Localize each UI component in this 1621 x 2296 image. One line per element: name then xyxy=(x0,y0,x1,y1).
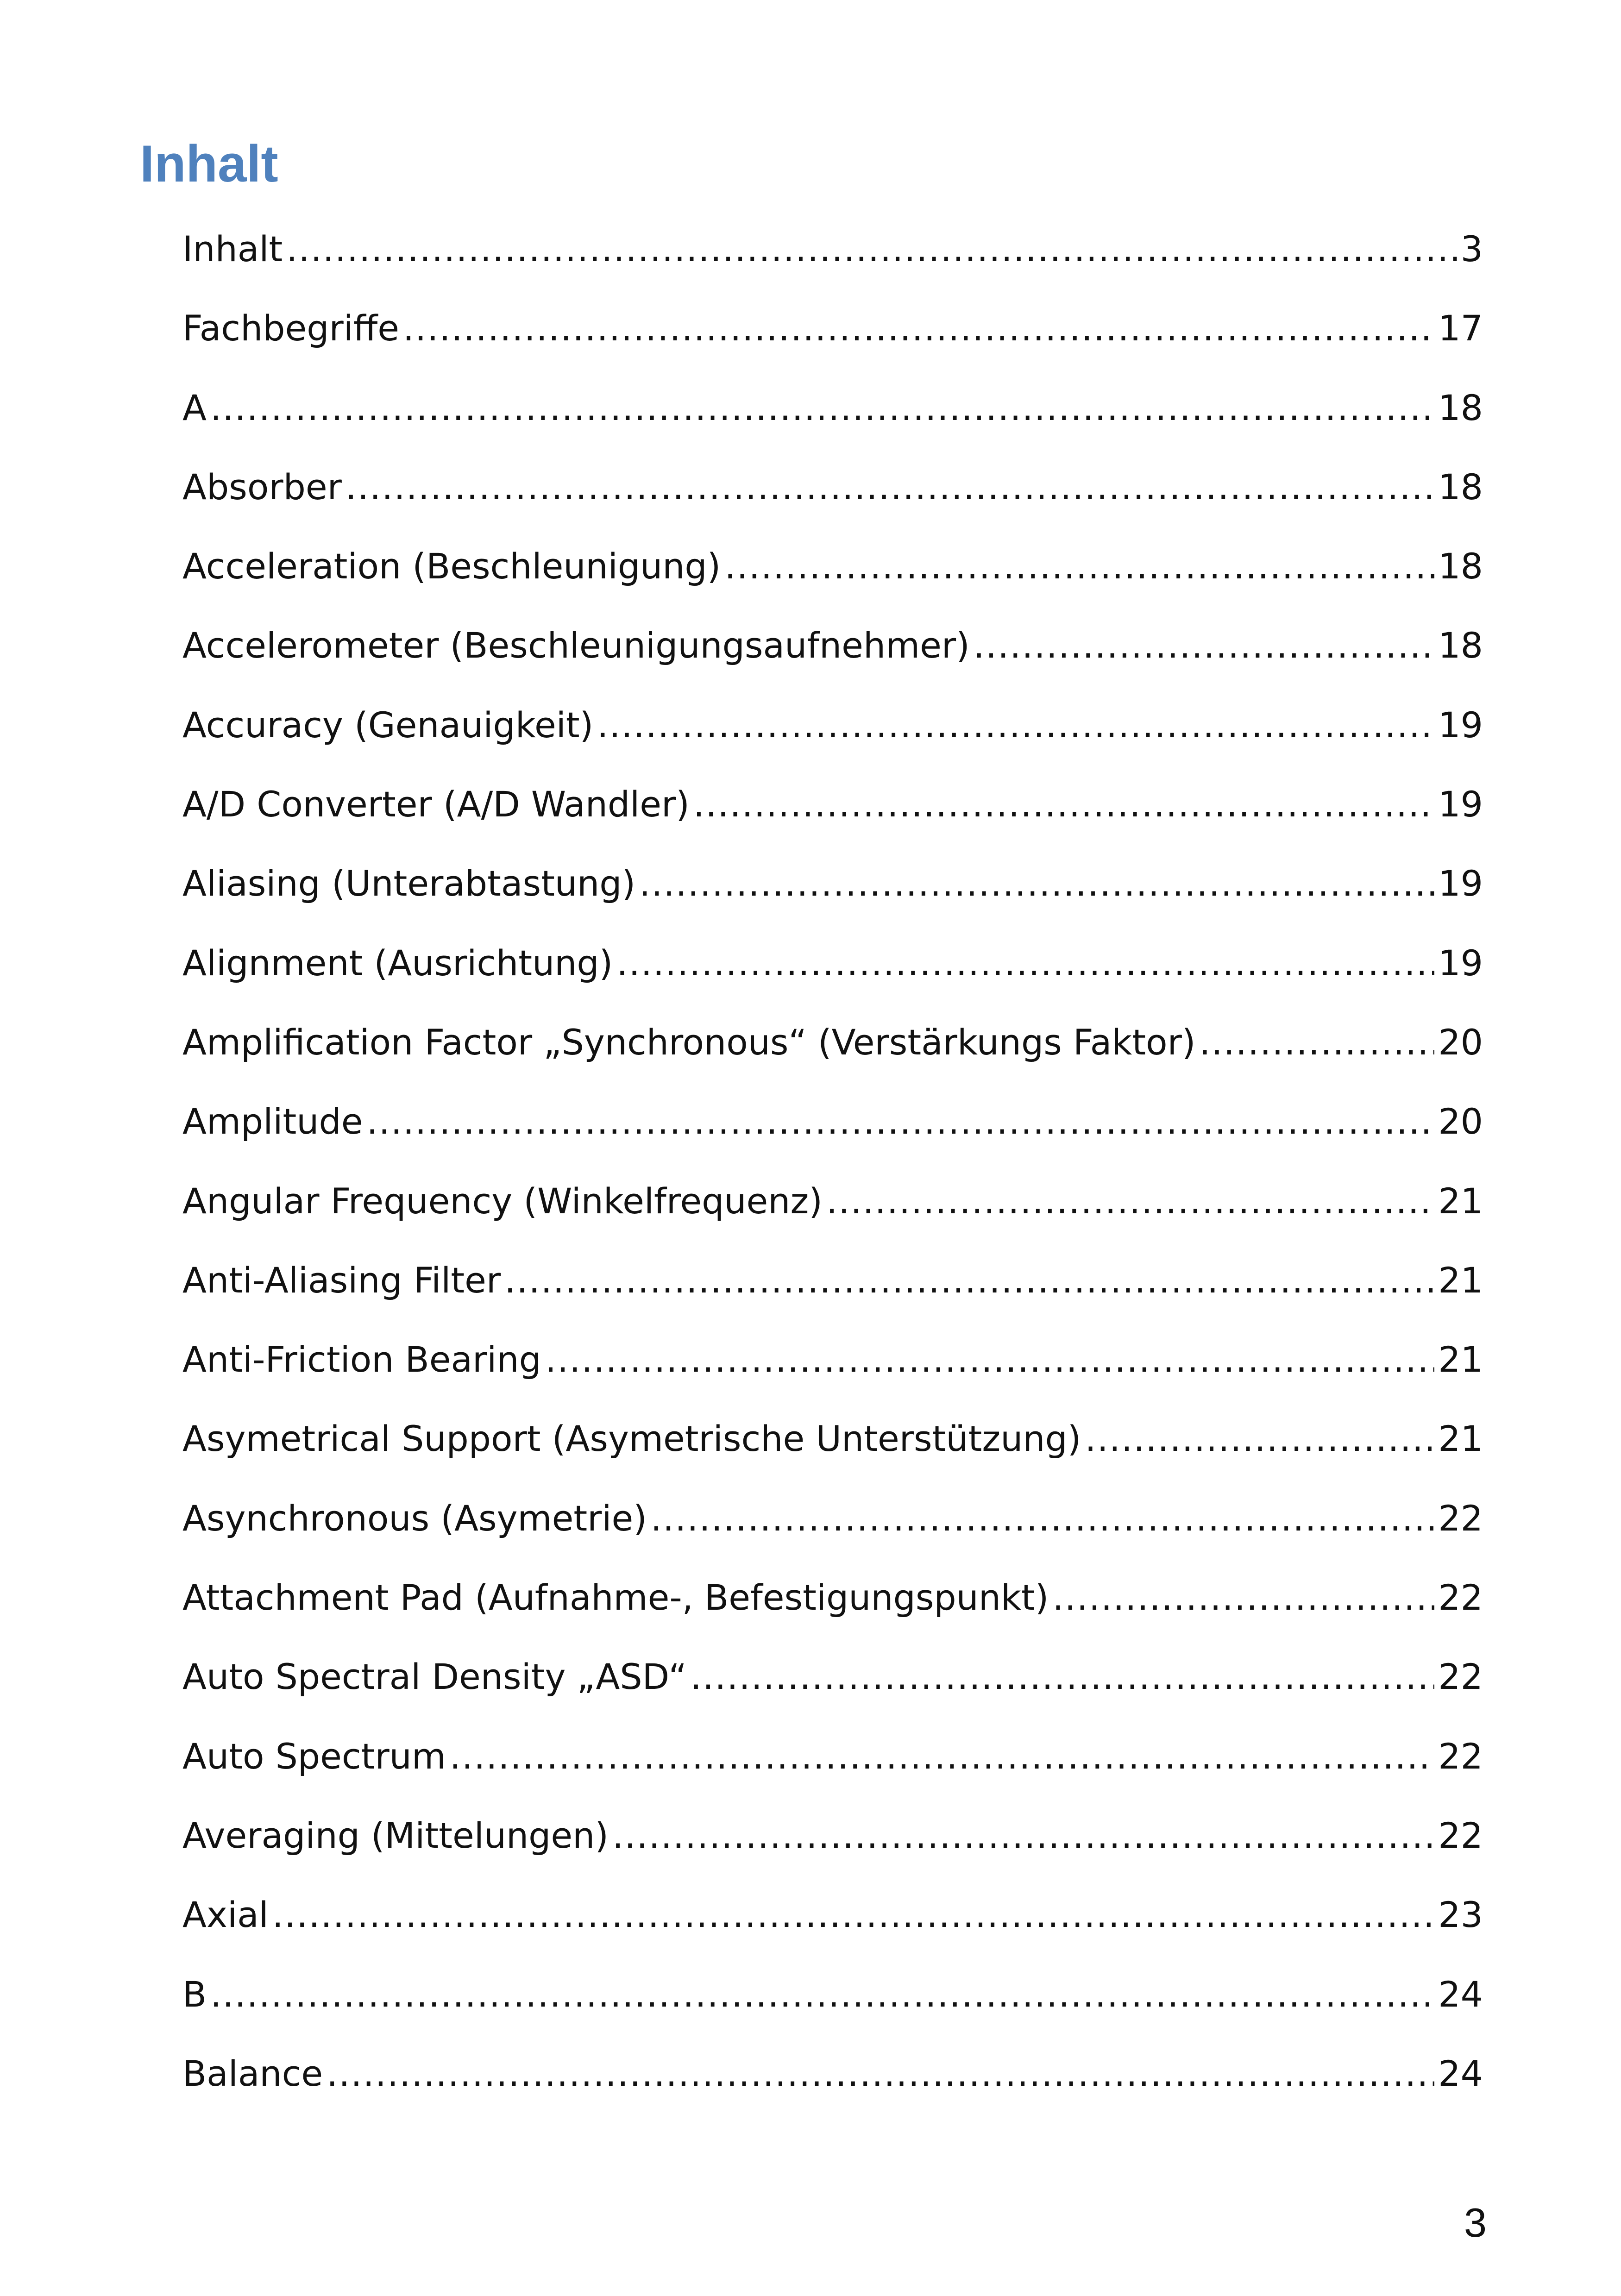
toc-entry[interactable] xyxy=(182,940,1483,1019)
toc-entry[interactable] xyxy=(182,1971,1483,2051)
toc-entry[interactable] xyxy=(182,1019,1483,1098)
dot-leader xyxy=(403,305,1434,351)
toc-entry-title: Asynchronous (Asymetrie) xyxy=(182,1497,647,1539)
toc-entry-title: Acceleration (Beschleunigung) xyxy=(182,546,721,587)
toc-entry-page: 19 xyxy=(1438,704,1483,746)
toc-entry-page: 18 xyxy=(1438,546,1483,587)
toc-entry-title: Inhalt xyxy=(182,228,283,270)
toc-entry-title: Amplification Factor „Synchronous“ (Verstärkungs Faktor) xyxy=(182,1021,1196,1063)
toc-entry-title: Attachment Pad (Aufnahme-, Befestigungspunkt) xyxy=(182,1577,1049,1618)
dot-leader xyxy=(616,940,1434,986)
toc-entry-page: 21 xyxy=(1438,1418,1483,1460)
dot-leader xyxy=(272,1892,1435,1938)
dot-leader xyxy=(210,385,1434,431)
toc-entry-title: Aliasing (Unterabtastung) xyxy=(182,863,636,904)
dot-leader xyxy=(639,860,1434,907)
dot-leader xyxy=(545,1336,1434,1383)
toc-entry-title: A xyxy=(182,387,207,428)
toc-entry-page: 22 xyxy=(1438,1735,1483,1777)
dot-leader xyxy=(651,1495,1434,1542)
toc-entry[interactable] xyxy=(182,1813,1483,1892)
toc-entry-title: Auto Spectral Density „ASD“ xyxy=(182,1656,687,1698)
toc-entry[interactable] xyxy=(182,1098,1483,1178)
toc-entry-title: Averaging (Mittelungen) xyxy=(182,1814,609,1856)
toc-entry-page: 18 xyxy=(1438,466,1483,508)
toc-entry-page: 22 xyxy=(1438,1577,1483,1618)
toc-entry-page: 21 xyxy=(1438,1339,1483,1380)
toc-entry[interactable] xyxy=(182,702,1483,781)
toc-entry[interactable] xyxy=(182,1892,1483,1971)
dot-leader xyxy=(724,543,1434,590)
toc-entry[interactable] xyxy=(182,305,1483,384)
toc-entry[interactable] xyxy=(182,1336,1483,1416)
toc-entry-title: Accelerometer (Beschleunigungsaufnehmer) xyxy=(182,625,970,666)
toc-entry-page: 24 xyxy=(1438,1973,1483,2015)
toc-entry[interactable] xyxy=(182,1416,1483,1495)
dot-leader xyxy=(691,1654,1434,1700)
toc-entry-title: Absorber xyxy=(182,466,342,508)
toc-entry-page: 23 xyxy=(1438,1894,1483,1936)
toc-entry-title: Angular Frequency (Winkelfrequenz) xyxy=(182,1180,823,1222)
dot-leader xyxy=(826,1178,1434,1224)
toc-entry[interactable] xyxy=(182,2051,1483,2130)
toc-entry-page: 20 xyxy=(1438,1101,1483,1142)
toc-entry-title: Anti-Friction Bearing xyxy=(182,1339,541,1380)
toc-entry[interactable] xyxy=(182,1257,1483,1336)
toc-entry-title: Amplitude xyxy=(182,1101,363,1142)
dot-leader xyxy=(597,702,1434,748)
toc-entry[interactable] xyxy=(182,1178,1483,1257)
page-title: Inhalt xyxy=(140,135,278,193)
page-number: 3 xyxy=(1464,2200,1487,2246)
toc-entry[interactable] xyxy=(182,860,1483,940)
toc-entry-title: Fachbegriffe xyxy=(182,307,399,349)
toc-entry[interactable] xyxy=(182,464,1483,543)
toc-entry-title: Alignment (Ausrichtung) xyxy=(182,942,613,984)
toc-entry[interactable] xyxy=(182,1654,1483,1733)
dot-leader xyxy=(612,1813,1434,1859)
toc-entry[interactable] xyxy=(182,622,1483,702)
toc-entry-page: 18 xyxy=(1438,387,1483,428)
toc-entry-page: 21 xyxy=(1438,1259,1483,1301)
toc-entry-page: 18 xyxy=(1438,625,1483,666)
toc-entry-page: 24 xyxy=(1438,2052,1483,2094)
dot-leader xyxy=(693,781,1434,828)
dot-leader xyxy=(504,1257,1434,1304)
dot-leader xyxy=(346,464,1434,510)
toc-entry-page: 19 xyxy=(1438,863,1483,904)
dot-leader xyxy=(286,226,1457,272)
toc-entry-page: 22 xyxy=(1438,1656,1483,1698)
toc-entry-title: Anti-Aliasing Filter xyxy=(182,1259,501,1301)
dot-leader xyxy=(210,1971,1434,2018)
toc-entry-title: Asymetrical Support (Asymetrische Unterstützung) xyxy=(182,1418,1081,1460)
dot-leader xyxy=(1052,1575,1434,1621)
toc-entry[interactable] xyxy=(182,226,1483,305)
toc-entry-title: Auto Spectrum xyxy=(182,1735,446,1777)
toc-entry-title: Balance xyxy=(182,2052,323,2094)
toc-entry-title: Axial xyxy=(182,1894,269,1936)
toc-entry[interactable] xyxy=(182,1575,1483,1654)
table-of-contents xyxy=(182,226,1483,2130)
dot-leader xyxy=(366,1098,1434,1145)
toc-entry-page: 17 xyxy=(1438,307,1483,349)
toc-entry-page: 21 xyxy=(1438,1180,1483,1222)
toc-entry-title: B xyxy=(182,1973,207,2015)
dot-leader xyxy=(974,622,1434,669)
toc-entry[interactable] xyxy=(182,385,1483,464)
toc-entry-page: 19 xyxy=(1438,942,1483,984)
dot-leader xyxy=(450,1733,1434,1780)
toc-entry-page: 22 xyxy=(1438,1497,1483,1539)
toc-entry[interactable] xyxy=(182,1495,1483,1575)
dot-leader xyxy=(1085,1416,1434,1462)
toc-entry-title: A/D Converter (A/D Wandler) xyxy=(182,784,690,825)
toc-entry[interactable] xyxy=(182,543,1483,622)
dot-leader xyxy=(327,2051,1434,2097)
toc-entry-page: 3 xyxy=(1460,228,1483,270)
toc-entry-page: 22 xyxy=(1438,1814,1483,1856)
toc-entry-page: 19 xyxy=(1438,784,1483,825)
dot-leader xyxy=(1200,1019,1435,1066)
toc-entry-title: Accuracy (Genauigkeit) xyxy=(182,704,594,746)
toc-entry[interactable] xyxy=(182,1733,1483,1813)
toc-entry[interactable] xyxy=(182,781,1483,860)
toc-entry-page: 20 xyxy=(1438,1021,1483,1063)
